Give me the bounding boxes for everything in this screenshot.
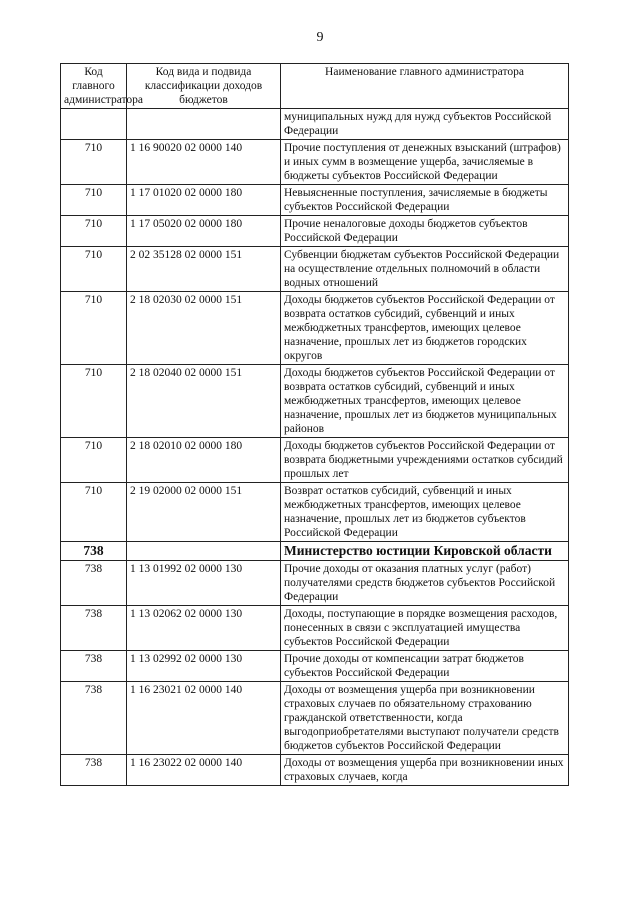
- income-code-cell: 1 17 01020 02 0000 180: [127, 185, 281, 216]
- income-code-cell: 2 18 02010 02 0000 180: [127, 438, 281, 483]
- admin-code-cell: 710: [61, 216, 127, 247]
- admin-name-cell: Министерство юстиции Кировской области: [281, 542, 569, 561]
- table-row: [61, 247, 569, 292]
- table-row: [61, 292, 569, 365]
- admin-name-cell: Субвенции бюджетам субъектов Российской Федерации на осуществление отдельных полномочий в области водных отношений: [281, 247, 569, 292]
- table-row: [61, 606, 569, 651]
- table-row: [61, 561, 569, 606]
- income-code-cell: 2 19 02000 02 0000 151: [127, 483, 281, 542]
- section-row: [61, 542, 569, 561]
- admin-code-cell: 710: [61, 140, 127, 185]
- admin-name-cell: Доходы от возмещения ущерба при возникновении иных страховых случаев, когда: [281, 755, 569, 786]
- header-income-code: Код вида и подвида классификации доходов бюджетов: [127, 64, 281, 109]
- page-number: 9: [316, 30, 324, 45]
- admin-name-cell: Прочие доходы от компенсации затрат бюджетов субъектов Российской Федерации: [281, 651, 569, 682]
- income-code-cell: [127, 542, 281, 561]
- table-body: [61, 109, 569, 786]
- income-code-cell: 1 13 02992 02 0000 130: [127, 651, 281, 682]
- admin-name-cell: Невыясненные поступления, зачисляемые в бюджеты субъектов Российской Федерации: [281, 185, 569, 216]
- admin-name-cell: муниципальных нужд для нужд субъектов Российской Федерации: [281, 109, 569, 140]
- income-code-cell: 2 02 35128 02 0000 151: [127, 247, 281, 292]
- admin-code-cell: 710: [61, 483, 127, 542]
- table-row: [61, 109, 569, 140]
- table-header-row: [61, 64, 569, 109]
- admin-name-cell: Прочие доходы от оказания платных услуг (работ) получателями средств бюджетов субъектов Российской Федерации: [281, 561, 569, 606]
- income-code-cell: 1 16 23022 02 0000 140: [127, 755, 281, 786]
- admin-code-cell: 738: [61, 606, 127, 651]
- admin-code-cell: 738: [61, 651, 127, 682]
- admin-code-cell: 710: [61, 438, 127, 483]
- income-code-cell: 2 18 02040 02 0000 151: [127, 365, 281, 438]
- admin-code-cell: 738: [61, 682, 127, 755]
- income-code-cell: 1 16 90020 02 0000 140: [127, 140, 281, 185]
- admin-code-cell: 710: [61, 365, 127, 438]
- admin-code-cell: 710: [61, 247, 127, 292]
- admin-name-cell: Возврат остатков субсидий, субвенций и иных межбюджетных трансфертов, имеющих целевое назначение, прошлых лет из бюджетов субъектов Российской Федерации: [281, 483, 569, 542]
- admin-name-cell: Доходы бюджетов субъектов Российской Федерации от возврата остатков субсидий, субвенций и иных межбюджетных трансфертов, имеющих целевое назначение, прошлых лет из бюджетов муниципальных районов: [281, 365, 569, 438]
- header-admin-code: Код главного администратора: [61, 64, 127, 109]
- income-code-cell: [127, 109, 281, 140]
- admin-name-cell: Доходы бюджетов субъектов Российской Федерации от возврата остатков субсидий, субвенций и иных межбюджетных трансфертов, имеющих целевое назначение, прошлых лет из бюджетов городских округов: [281, 292, 569, 365]
- income-code-cell: 1 13 02062 02 0000 130: [127, 606, 281, 651]
- admin-name-cell: Прочие поступления от денежных взысканий (штрафов) и иных сумм в возмещение ущерба, зачисляемые в бюджеты субъектов Российской Федерации: [281, 140, 569, 185]
- admin-code-cell: 738: [61, 561, 127, 606]
- table-row: [61, 651, 569, 682]
- table-row: [61, 755, 569, 786]
- admin-code-cell: 710: [61, 292, 127, 365]
- admin-name-cell: Доходы от возмещения ущерба при возникновении страховых случаев по обязательному страхованию гражданской ответственности, когда выгодоприобретателями выступают получатели средств бюджетов субъектов Российской Федерации: [281, 682, 569, 755]
- header-admin-name: Наименование главного администратора: [281, 64, 569, 109]
- admin-code-cell: 738: [61, 755, 127, 786]
- table-row: [61, 365, 569, 438]
- income-code-cell: 1 13 01992 02 0000 130: [127, 561, 281, 606]
- admin-code-cell: 710: [61, 185, 127, 216]
- table-row: [61, 438, 569, 483]
- income-code-cell: 1 16 23021 02 0000 140: [127, 682, 281, 755]
- table-row: [61, 185, 569, 216]
- admin-code-cell: [61, 109, 127, 140]
- table-row: [61, 140, 569, 185]
- table-row: [61, 216, 569, 247]
- admin-name-cell: Доходы, поступающие в порядке возмещения расходов, понесенных в связи с эксплуатацией имущества субъектов Российской Федерации: [281, 606, 569, 651]
- admin-name-cell: Доходы бюджетов субъектов Российской Федерации от возврата бюджетными учреждениями остатков субсидий прошлых лет: [281, 438, 569, 483]
- income-code-cell: 1 17 05020 02 0000 180: [127, 216, 281, 247]
- table-row: [61, 483, 569, 542]
- admin-name-cell: Прочие неналоговые доходы бюджетов субъектов Российской Федерации: [281, 216, 569, 247]
- table-row: [61, 682, 569, 755]
- income-code-cell: 2 18 02030 02 0000 151: [127, 292, 281, 365]
- admin-code-cell: 738: [61, 542, 127, 561]
- income-administrators-table: [60, 63, 569, 786]
